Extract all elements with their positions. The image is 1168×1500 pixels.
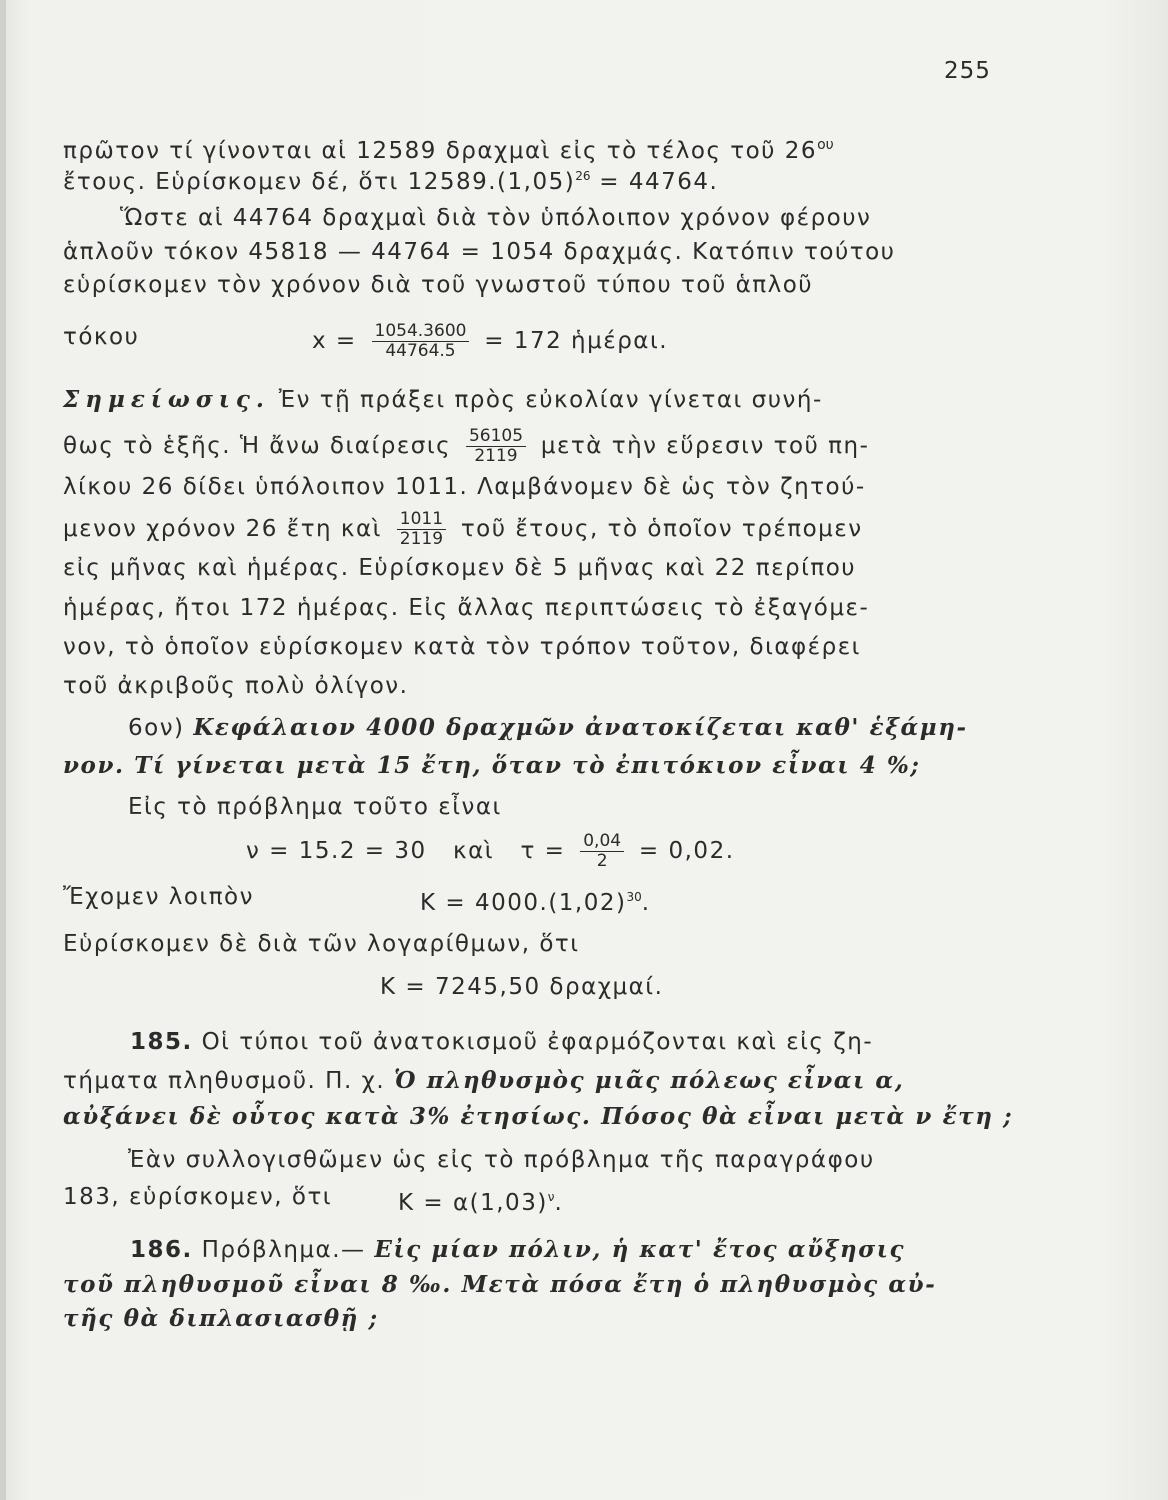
formula-time	[312, 322, 668, 361]
fraction-4-numerator: 0,04	[580, 832, 624, 852]
text-line-22	[130, 1027, 873, 1057]
text-line-10	[63, 510, 863, 549]
text-line-17: Εἰς τὸ πρόβλημα τοῦτο εἶναι	[128, 794, 502, 820]
formula-fraction-1	[372, 322, 470, 361]
note-heading: Σημείωσις.	[63, 386, 270, 413]
line-23-text: τήματα πληθυσμοῦ. Π. χ.	[63, 1068, 386, 1094]
fraction-1-denominator: 44764.5	[385, 341, 456, 361]
line-29-problem: τῆς θὰ διπλασιασθῇ ;	[63, 1305, 379, 1332]
text-line-13: νον, τὸ ὁποῖον εὑρίσκομεν κατὰ τὸν τρόπον τοῦτον, διαφέρει	[63, 634, 861, 660]
text-line-15	[128, 713, 968, 743]
text-line-4: ἁπλοῦν τόκον 45818 — 44764 = 1054 δραχμάς. Κατόπιν τούτου	[63, 239, 896, 265]
page-edge-shadow	[0, 0, 6, 1500]
fraction-2-numerator: 56105	[466, 427, 526, 447]
problem-6-question: νον. Τί γίνεται μετὰ 15 ἔτη, ὅταν τὸ ἐπιτόκιον εἶναι 4 %;	[63, 752, 921, 779]
text-line-23	[63, 1066, 904, 1096]
section-185-text: Οἱ τύποι τοῦ ἀνατοκισμοῦ ἐφαρμόζονται καὶ εἰς ζη-	[201, 1029, 874, 1055]
line-7-text: Ἐν τῇ πράξει πρὸς εὐκολίαν γίνεται συνή-	[278, 387, 823, 413]
text-line-9: λίκου 26 δίδει ὑπόλοιπον 1011. Λαμβάνομεν δὲ ὡς τὸν ζητού-	[63, 474, 866, 500]
text-line-2	[63, 161, 718, 197]
fraction-3-denominator: 2119	[399, 529, 444, 549]
section-186-heading: Πρόβλημα.—	[201, 1237, 366, 1263]
line-24-problem: αὐξάνει δὲ οὗτος κατὰ 3% ἐτησίως. Πόσος θὰ εἶναι μετὰ ν ἔτη ;	[63, 1103, 1014, 1130]
text-line-20: Εὑρίσκομεν δὲ διὰ τῶν λογαρίθμων, ὅτι	[63, 931, 580, 957]
formula-line-tokou	[63, 322, 139, 352]
line-19-text: Ἔχομεν λοιπὸν	[63, 884, 254, 910]
line-23-problem: Ὁ πληθυσμὸς μιᾶς πόλεως εἶναι α,	[394, 1067, 905, 1094]
problem-6-label: 6ον)	[128, 715, 185, 741]
line-2-text-b: = 44764.	[590, 169, 719, 195]
fraction-2-denominator: 2119	[474, 446, 518, 466]
text-line-28	[63, 1270, 936, 1300]
text-line-7	[63, 385, 823, 415]
formula-capital-result: Κ = 7245,50 δραχμαί.	[380, 974, 664, 1000]
formula-capital-period: .	[641, 890, 651, 916]
formula-population	[398, 1182, 563, 1218]
formula-capital-base: Κ = 4000.(1,02)	[420, 890, 627, 916]
line-8-text-b: μετὰ τὴν εὕρεσιν τοῦ πη-	[540, 433, 870, 459]
line-1-text: πρῶτον τί γίνονται αἱ 12589 δραχμαὶ εἰς τὸ τέλος τοῦ 26	[63, 138, 818, 164]
page-number: 255	[944, 58, 991, 84]
formula-population-base: Κ = α(1,03)	[398, 1190, 548, 1216]
text-line-11: εἰς μῆνας καὶ ἡμέρας. Εὑρίσκομεν δὲ 5 μῆνας καὶ 22 περίπου	[63, 555, 857, 581]
line-10-text-a: μενον χρόνον 26 ἔτη καὶ	[63, 516, 382, 542]
formula-population-exponent: ν	[547, 1190, 555, 1204]
line-8-text-a: θως τὸ ἑξῆς. Ἡ ἄνω διαίρεσις	[63, 433, 452, 459]
line-10-text-b: τοῦ ἔτους, τὸ ὁποῖον τρέπομεν	[460, 516, 863, 542]
section-186-number: 186.	[130, 1237, 193, 1263]
text-line-16	[63, 751, 921, 781]
line-28-problem: τοῦ πληθυσμοῦ εἶναι 8 ‰. Μετὰ πόσα ἔτη ὁ πληθυσμὸς αὐ-	[63, 1271, 937, 1298]
text-line-8	[63, 427, 869, 466]
fraction-1-numerator: 1054.3600	[372, 322, 470, 342]
text-line-27	[130, 1235, 905, 1265]
formula-fraction-3	[397, 510, 446, 549]
text-line-3: Ὥστε αἱ 44764 δραχμαὶ διὰ τὸν ὑπόλοιπον χρόνον φέρουν	[120, 205, 872, 231]
problem-6-text: Κεφάλαιον 4000 δραχμῶν ἀνατοκίζεται καθ' ἑξάμη-	[193, 714, 968, 741]
formula-nu-tau	[246, 832, 735, 871]
text-line-19	[63, 882, 254, 912]
text-line-29	[63, 1304, 379, 1334]
fraction-4-denominator: 2	[596, 851, 608, 871]
formula-result: = 172 ἡμέραι.	[484, 328, 669, 354]
line-1-superscript: ου	[817, 137, 834, 153]
section-185-number: 185.	[130, 1029, 193, 1055]
formula-nu: ν = 15.2 = 30 καὶ τ =	[246, 838, 566, 864]
line-2-text-a: ἔτους. Εὑρίσκομεν δέ, ὅτι 12589.(1,05)	[63, 169, 576, 195]
formula-x: x =	[312, 328, 357, 354]
formula-capital	[420, 882, 651, 918]
line-2-exponent: 26	[575, 169, 591, 183]
formula-lead-word: τόκου	[63, 324, 140, 350]
text-line-25: Ἐὰν συλλογισθῶμεν ὡς εἰς τὸ πρόβλημα τῆς παραγράφου	[128, 1147, 875, 1173]
section-186-text: Εἰς μίαν πόλιν, ἡ κατ' ἔτος αὔξησις	[374, 1236, 906, 1263]
text-line-5: εὑρίσκομεν τὸν χρόνον διὰ τοῦ γνωστοῦ τύπου τοῦ ἁπλοῦ	[63, 272, 814, 298]
formula-population-period: .	[554, 1190, 564, 1216]
text-line-14: τοῦ ἀκριβοῦς πολὺ ὀλίγον.	[63, 673, 409, 699]
formula-fraction-2	[466, 427, 526, 466]
text-line-24	[63, 1102, 1013, 1132]
formula-tau-result: = 0,02.	[638, 838, 735, 864]
formula-fraction-4	[580, 832, 624, 871]
text-line-12: ἡμέρας, ἤτοι 172 ἡμέρας. Εἰς ἄλλας περιπτώσεις τὸ ἐξαγόμε-	[63, 595, 870, 621]
text-line-26	[63, 1182, 332, 1212]
fraction-3-numerator: 1011	[397, 510, 446, 530]
formula-capital-exponent: 30	[626, 890, 642, 904]
line-26-text: 183, εὑρίσκομεν, ὅτι	[63, 1184, 333, 1210]
